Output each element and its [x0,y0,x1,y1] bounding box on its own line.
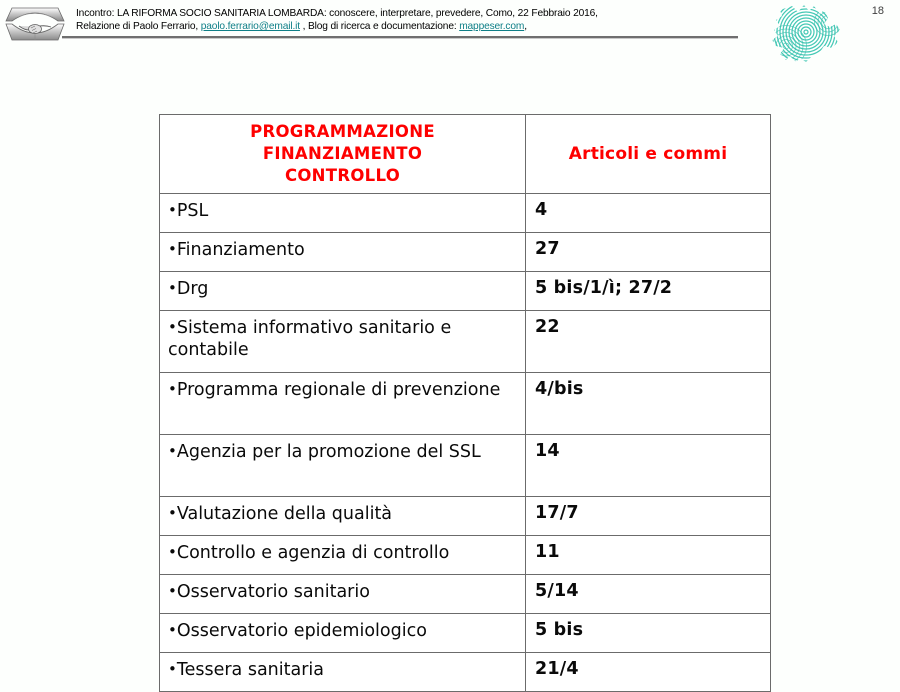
table-cell-topic-label: Programma regionale di prevenzione [176,380,501,400]
table-cell-topic [160,435,526,497]
table-cell-topic-label: Agenzia per la promozione del SSL [176,442,481,462]
bullet-icon: • [168,543,177,561]
table-cell-topic-label: Finanziamento [176,240,305,260]
table-cell-article-value: 14 [535,441,560,461]
bullet-icon: • [168,279,177,297]
table-cell-topic-label: Drg [176,279,209,299]
table-row [160,435,771,497]
table-cell-topic-label: Sistema informativo sanitario e contabile [168,318,452,360]
header-line-2-middle: , Blog di ricerca e documentazione: [299,21,460,33]
table-cell-topic [160,194,526,233]
bullet-icon: • [168,240,177,258]
table-row [160,194,771,233]
table-cell-topic [160,614,526,653]
table-cell-article [526,497,771,536]
table-cell-topic [160,373,526,435]
table-cell-article [526,536,771,575]
table-row [160,373,771,435]
table-cell-article-value: 4 [535,200,548,220]
handshake-book-logo-icon [4,4,66,44]
table-row [160,233,771,272]
table-cell-topic-label: Valutazione della qualità [176,504,393,524]
table-row [160,497,771,536]
table-cell-topic-label: Osservatorio sanitario [176,582,370,602]
table-cell-article [526,614,771,653]
table-cell-article [526,373,771,435]
table-cell-article-value: 27 [535,239,560,259]
header-line-2 [76,20,756,33]
column-header-articoli [526,115,771,194]
page-number: 18 [871,5,884,17]
table-cell-topic-label: Osservatorio epidemiologico [176,621,427,641]
table-cell-topic [160,536,526,575]
bullet-icon: • [168,442,177,460]
reform-topics-table [159,114,771,692]
table-cell-topic [160,575,526,614]
email-link[interactable]: paolo.ferrario@email.it [200,21,300,33]
column-header-line-3: CONTROLLO [284,166,401,185]
bullet-icon: • [168,318,177,336]
header-text-block [76,7,756,33]
slide-header [0,0,900,78]
table-header-row [160,115,771,194]
column-header-line-2: FINANZIAMENTO [262,144,423,163]
table-cell-topic [160,311,526,373]
bullet-icon: • [168,380,177,398]
table-cell-article [526,653,771,692]
table-cell-article [526,272,771,311]
bullet-icon: • [168,621,177,639]
table-cell-article-value: 5 bis/1/ì; 27/2 [535,278,673,298]
table-row [160,536,771,575]
lombardy-region-map-icon [762,2,848,70]
bullet-icon: • [168,201,177,219]
table-cell-article-value: 22 [535,317,560,337]
table-cell-article [526,194,771,233]
table-cell-article-value: 17/7 [535,503,579,523]
table-cell-topic [160,272,526,311]
table-cell-article-value: 5 bis [535,620,584,640]
table-row [160,614,771,653]
header-line-2-prefix: Relazione di Paolo Ferrario, [76,21,201,33]
bullet-icon: • [168,504,177,522]
bullet-icon: • [168,582,177,600]
table-row [160,311,771,373]
table-cell-article-value: 21/4 [535,659,579,679]
table-cell-article [526,575,771,614]
table-cell-topic-label: PSL [176,201,209,221]
table-cell-article-value: 11 [535,542,560,562]
header-line-2-suffix: , [524,21,527,33]
table-cell-article [526,311,771,373]
table-cell-article [526,435,771,497]
table-cell-article-value: 4/bis [535,379,584,399]
table-cell-topic-label: Tessera sanitaria [176,660,324,680]
header-divider-rule [62,36,738,39]
bullet-icon: • [168,660,177,678]
table-row [160,575,771,614]
table-cell-topic-label: Controllo e agenzia di controllo [176,543,450,563]
column-header-articoli-label: Articoli e commi [568,144,728,164]
table-cell-topic [160,497,526,536]
column-header-line-1: PROGRAMMAZIONE [250,122,435,141]
table-body [160,194,771,692]
column-header-programmazione [160,115,526,194]
blog-link[interactable]: mappeser.com [459,21,525,33]
header-line-1: Incontro: LA RIFORMA SOCIO SANITARIA LOMBARDA: conoscere, interpretare, prevedere, Como, 22 Febbraio 2016, [76,8,598,19]
table-head [160,115,771,194]
table-cell-topic [160,233,526,272]
table-row [160,272,771,311]
table-cell-article [526,233,771,272]
table-cell-article-value: 5/14 [535,581,579,601]
table-cell-topic [160,653,526,692]
table-row [160,653,771,692]
